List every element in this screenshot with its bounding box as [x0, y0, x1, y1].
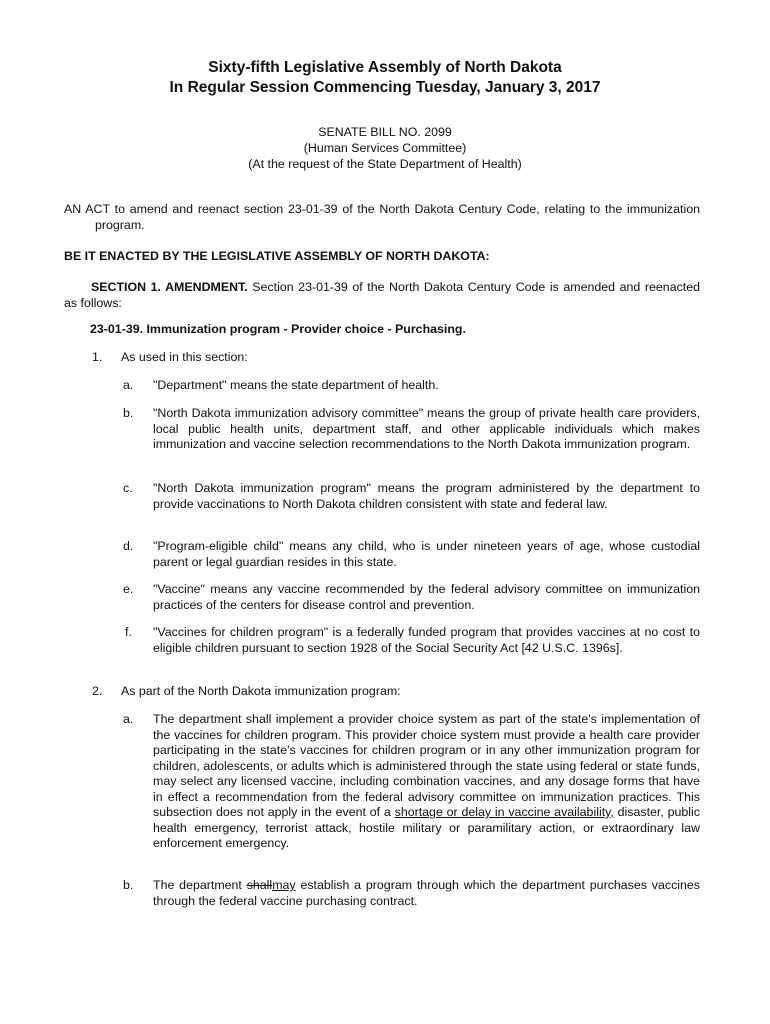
definition-text: "North Dakota immunization advisory committee" means the group of private health care providers, local public health units, department staff, and other applicable individuals which makes immunization and vaccine selection recommendations to the North Dakota immunization program. — [153, 406, 700, 451]
code-section-title: 23-01-39. Immunization program - Provider choice - Purchasing. — [90, 322, 466, 336]
bill-heading — [0, 124, 770, 172]
paragraph-label: a. — [123, 712, 134, 726]
definition-label: f. — [125, 625, 132, 639]
enacting-clause: BE IT ENACTED BY THE LEGISLATIVE ASSEMBLY OF NORTH DAKOTA: — [64, 249, 490, 263]
purchasing-paragraph — [153, 878, 700, 909]
subsection-2-number: 2. — [92, 684, 103, 698]
definition-text: "Vaccine" means any vaccine recommended by the federal advisory committee on immunization practices of the centers for disease control and prevention. — [153, 582, 700, 612]
act-text: AN ACT to amend and reenact section 23-01-39 of the North Dakota Century Code, relating to the immunization program. — [64, 202, 700, 232]
definition-label: b. — [123, 406, 134, 420]
subsection-1-lead: As used in this section: — [121, 350, 248, 364]
definition-text: "North Dakota immunization program" means the program administered by the department to provide vaccinations to North Dakota children consistent with state and federal law. — [153, 481, 700, 511]
definition-text: "Program-eligible child" means any child, who is under nineteen years of age, whose custodial parent or legal guardian resides in this state. — [153, 539, 700, 569]
paragraph-text: disaster, public health emergency, terrorist attack, hostile military or paramilitary action, or extraordinary law enforcement emergency. — [153, 805, 700, 850]
committee-line: (Human Services Committee) — [303, 141, 467, 155]
definition-label: e. — [123, 582, 134, 596]
document-title — [0, 58, 770, 98]
paragraph-label: b. — [123, 878, 134, 892]
subsection-2-lead: As part of the North Dakota immunization program: — [121, 684, 401, 698]
paragraph-text: The department — [153, 878, 247, 892]
bill-number: SENATE BILL NO. 2099 — [318, 125, 452, 139]
paragraph-text: The department shall implement a provider choice system as part of the state's implementation of the vaccines for children program. This provider choice system must provide a health care provider participating in the state's vaccines for children program or in any other immunization program for children, adolescents, or adults which is administered through the state using federal or state funds, may select any licensed vaccine, including combination vaccines, and any dosage forms that have in effect a recommendation from the federal advisory committee on immunization practices. This subsection does not apply in the event of a — [153, 712, 700, 819]
title-line-1: Sixty-fifth Legislative Assembly of North Dakota — [208, 59, 562, 76]
section-1-text: Section 23-01-39 of the North Dakota Century Code is amended and reenacted as follows: — [64, 280, 701, 310]
definition-label: a. — [123, 378, 134, 392]
provider-choice-paragraph — [153, 712, 700, 852]
act-paragraph — [64, 202, 700, 233]
request-line: (At the request of the State Department of Health) — [248, 157, 522, 171]
definition-label: d. — [123, 539, 134, 553]
definition-text: "Department" means the state department of health. — [153, 378, 439, 392]
definition-label: c. — [123, 481, 133, 495]
section-1-heading: SECTION 1. AMENDMENT. — [91, 280, 248, 294]
inserted-text: may — [272, 878, 296, 892]
title-line-2: In Regular Session Commencing Tuesday, January 3, 2017 — [169, 79, 601, 96]
struck-text: shall — [246, 878, 273, 892]
definition-text: "Vaccines for children program" is a federally funded program that provides vaccines at no cost to eligible children pursuant to section 1928 of the Social Security Act [42 U.S.C. 1396s]. — [153, 625, 700, 655]
inserted-text: shortage or delay in vaccine availability, — [394, 805, 614, 819]
paragraph-text: establish a program through which the department purchases vaccines through the federal vaccine purchasing contract. — [153, 878, 700, 908]
section-1-paragraph — [64, 280, 700, 311]
subsection-1-number: 1. — [92, 350, 103, 364]
